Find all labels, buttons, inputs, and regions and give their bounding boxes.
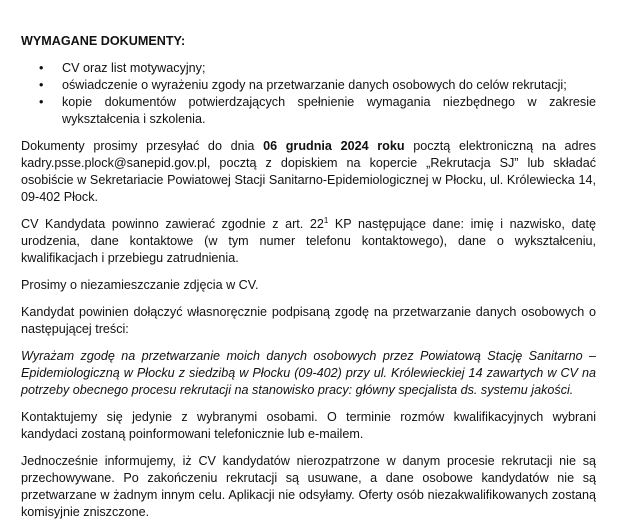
consent-statement: Wyrażam zgodę na przetwarzanie moich danych osobowych przez Powiatową Stację Sanitarno – Epidemiologiczną w Płocku z siedzibą w Płocku (09-402) przy ul. Królewieckiej 14 zawartych w CV na potrzeby obecnego procesu rekrutacji na stanowisko pracy: główny specjalista ds. systemu jakości. — [21, 349, 596, 397]
requirement-text: CV oraz list motywacyjny; — [62, 61, 206, 75]
list-item — [21, 77, 596, 94]
cv-content-before: CV Kandydata powinno zawierać zgodnie z art. 22 — [21, 217, 324, 231]
submission-text-before: Dokumenty prosimy przesyłać do dnia — [21, 139, 264, 153]
submission-paragraph — [21, 138, 596, 206]
list-item — [21, 94, 596, 128]
submission-text-after: pocztą elektroniczną na adres kadry.psse.plock@sanepid.gov.pl, pocztą z dopiskiem na kopercie „Rekrutacja SJ” lub składać osobiście w Sekretariacie Powiatowej Stacji Sanitarno-Epidemiologicznej w Płocku, ul. Królewiecka 14, 09-402 Płock. — [21, 139, 596, 204]
retention-note: Jednocześnie informujemy, iż CV kandydatów nierozpatrzone w danym procesie rekrutacji nie są przechowywane. Po zakończeniu rekrutacji są usuwane, a dane osobowe kandydatów nie są przetwarzane w żadnym innym celu. Aplikacji nie odsyłamy. Oferty osób niezakwalifikowanych zostaną komisyjnie zniszczone. — [21, 454, 596, 519]
cv-content-paragraph — [21, 216, 596, 267]
article-superscript: 1 — [323, 215, 329, 225]
requirement-text: oświadczenie o wyrażeniu zgody na przetwarzanie danych osobowych do celów rekrutacji; — [62, 78, 567, 92]
requirement-text: kopie dokumentów potwierdzających spełnienie wymagania niezbędnego w zakresie wykształcenia i szkolenia. — [62, 95, 596, 126]
consent-intro: Kandydat powinien dołączyć własnoręcznie podpisaną zgodę na przetwarzanie danych osobowych o następującej treści: — [21, 305, 596, 336]
photo-note: Prosimy o niezamieszczanie zdjęcia w CV. — [21, 278, 259, 292]
bullet-icon: • — [39, 95, 44, 109]
contact-note: Kontaktujemy się jedynie z wybranymi osobami. O terminie rozmów kwalifikacyjnych wybrani kandydaci zostaną poinformowani telefonicznie lub e-mailem. — [21, 410, 596, 441]
list-item — [21, 60, 596, 77]
requirements-list — [21, 60, 596, 128]
bullet-icon: • — [39, 78, 44, 92]
section-heading: WYMAGANE DOKUMENTY: — [21, 34, 186, 48]
cv-content-after: KP następujące dane: imię i nazwisko, datę urodzenia, dane kontaktowe (w tym numer telefonu kontaktowego), dane o wykształceniu, kwalifikacjach i przebiegu zatrudnienia. — [21, 217, 596, 265]
bullet-icon: • — [39, 61, 44, 75]
deadline-date: 06 grudnia 2024 roku — [263, 139, 405, 153]
